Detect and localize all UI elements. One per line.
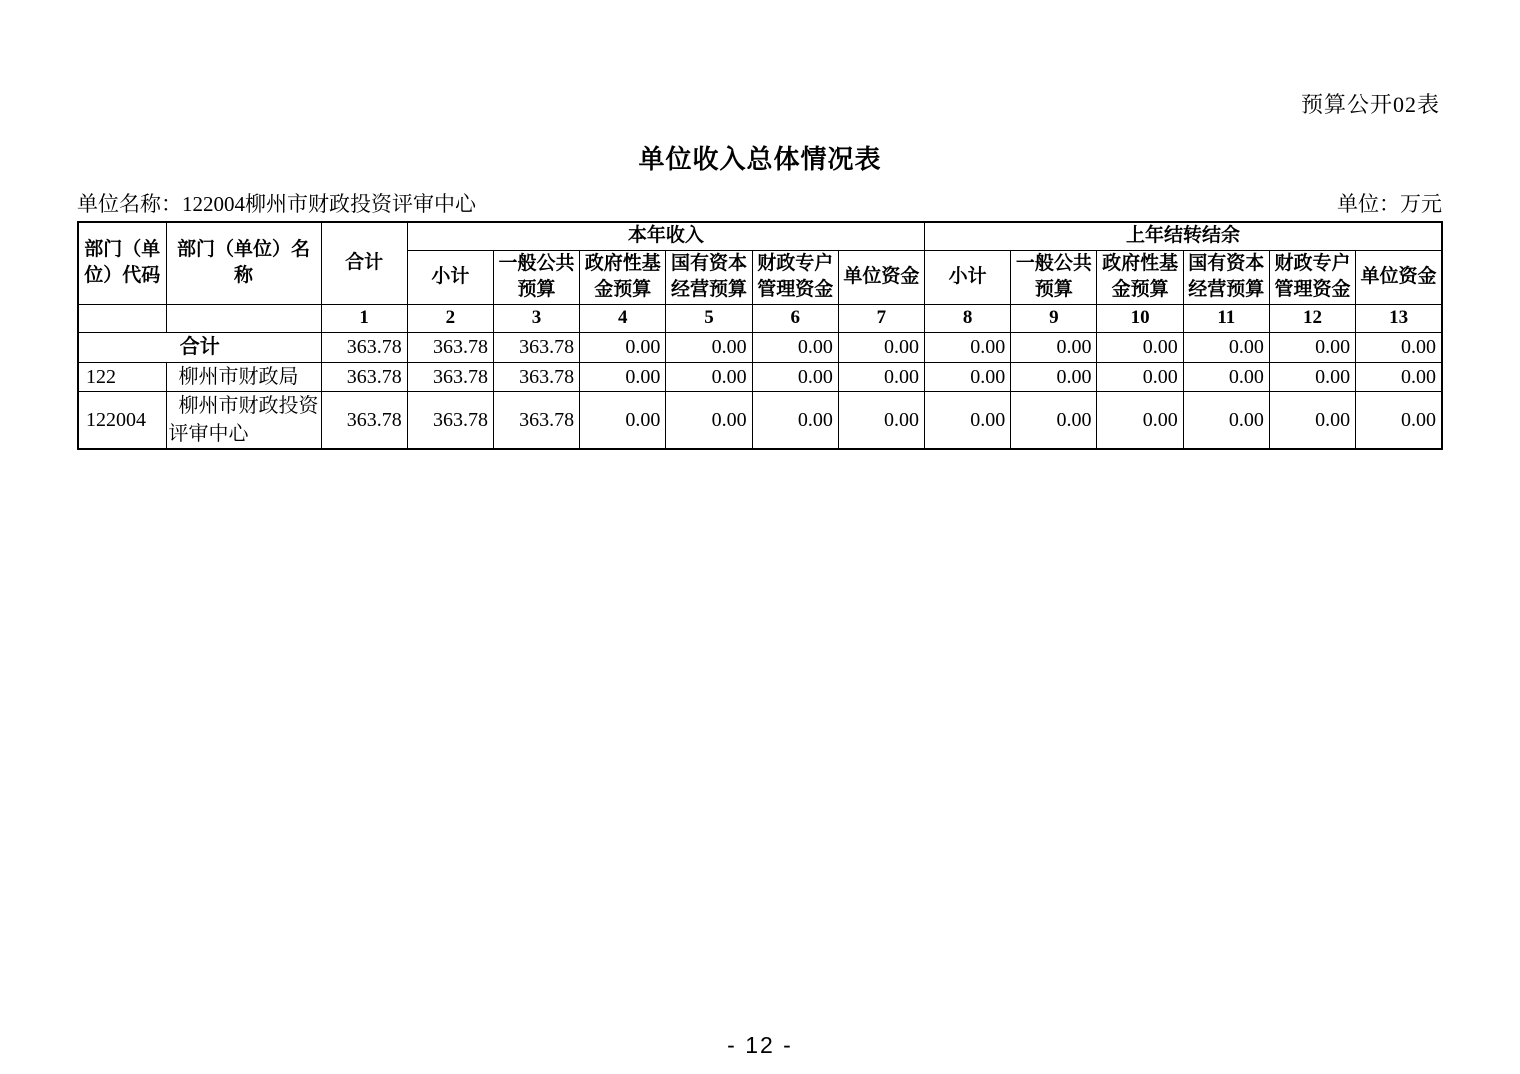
col-number-1: 1	[321, 304, 407, 332]
col-number-13: 13	[1356, 304, 1442, 332]
cell-value: 363.78	[407, 391, 493, 449]
page-number: - 12 -	[727, 1032, 793, 1058]
table-row-122	[78, 362, 1442, 391]
header-total: 合计	[321, 222, 407, 304]
header-sub-current-subtotal: 小计	[407, 250, 493, 304]
cell-value: 0.00	[1356, 391, 1442, 449]
cell-value: 0.00	[1011, 332, 1097, 362]
cell-value: 0.00	[1097, 362, 1183, 391]
cell-value: 363.78	[493, 362, 579, 391]
header-name: 部门（单位）名称	[166, 222, 321, 304]
cell-value: 0.00	[1183, 332, 1269, 362]
cell-value: 0.00	[838, 391, 924, 449]
meta-row	[77, 188, 1442, 218]
income-table	[77, 221, 1443, 450]
col-number-7: 7	[838, 304, 924, 332]
cell-value: 363.78	[407, 362, 493, 391]
cell-value: 0.00	[666, 332, 752, 362]
cell-value: 0.00	[1183, 362, 1269, 391]
col-number-11: 11	[1183, 304, 1269, 332]
header-sub-current-gov-fund: 政府性基金预算	[580, 250, 666, 304]
unit-name: 单位名称：122004柳州市财政投资评审中心	[77, 192, 476, 216]
cell-value: 0.00	[1356, 332, 1442, 362]
cell-value: 0.00	[1011, 391, 1097, 449]
col-number-4: 4	[580, 304, 666, 332]
cell-code: 122	[78, 362, 166, 391]
header-code: 部门（单位）代码	[78, 222, 166, 304]
cell-value: 363.78	[493, 391, 579, 449]
cell-value: 0.00	[1011, 362, 1097, 391]
header-group-current-year: 本年收入	[407, 222, 924, 250]
cell-value: 363.78	[407, 332, 493, 362]
cell-value: 0.00	[1356, 362, 1442, 391]
header-sub-carryover-public-budget: 一般公共预算	[1011, 250, 1097, 304]
cell-value: 0.00	[1269, 362, 1355, 391]
col-number-3: 3	[493, 304, 579, 332]
cell-value: 0.00	[925, 391, 1011, 449]
cell-value: 363.78	[321, 391, 407, 449]
cell-value: 0.00	[1097, 332, 1183, 362]
cell-name: 柳州市财政投资评审中心	[166, 391, 321, 449]
header-row-column-numbers	[78, 304, 1442, 332]
cell-value: 0.00	[752, 391, 838, 449]
cell-value: 0.00	[580, 391, 666, 449]
header-sub-current-unit-funds: 单位资金	[838, 250, 924, 304]
header-sub-carryover-subtotal: 小计	[925, 250, 1011, 304]
cell-value: 0.00	[752, 332, 838, 362]
header-sub-carryover-gov-fund: 政府性基金预算	[1097, 250, 1183, 304]
page-title: 单位收入总体情况表	[638, 145, 882, 174]
col-number-12: 12	[1269, 304, 1355, 332]
doc-label: 预算公开02表	[1300, 92, 1440, 117]
col-number-10: 10	[1097, 304, 1183, 332]
cell-value: 0.00	[838, 332, 924, 362]
cell-value: 363.78	[321, 332, 407, 362]
col-number-8: 8	[925, 304, 1011, 332]
cell-value: 0.00	[580, 362, 666, 391]
cell-value: 0.00	[1269, 391, 1355, 449]
cell-value: 0.00	[925, 332, 1011, 362]
table-row-122004	[78, 391, 1442, 449]
header-sub-carryover-unit-funds: 单位资金	[1356, 250, 1442, 304]
cell-total-label: 合计	[78, 332, 321, 362]
cell-value: 0.00	[666, 391, 752, 449]
cell-value: 363.78	[493, 332, 579, 362]
header-sub-current-state-capital: 国有资本经营预算	[666, 250, 752, 304]
cell-value: 0.00	[1183, 391, 1269, 449]
cell-value: 0.00	[925, 362, 1011, 391]
col-number-blank-name	[166, 304, 321, 332]
cell-value: 0.00	[838, 362, 924, 391]
cell-code: 122004	[78, 391, 166, 449]
header-sub-current-public-budget: 一般公共预算	[493, 250, 579, 304]
cell-value: 0.00	[580, 332, 666, 362]
col-number-9: 9	[1011, 304, 1097, 332]
cell-value: 363.78	[321, 362, 407, 391]
col-number-6: 6	[752, 304, 838, 332]
table-row-total	[78, 332, 1442, 362]
cell-value: 0.00	[1097, 391, 1183, 449]
header-group-carryover: 上年结转结余	[925, 222, 1442, 250]
header-row-groups	[78, 222, 1442, 250]
col-number-5: 5	[666, 304, 752, 332]
header-sub-carryover-state-capital: 国有资本经营预算	[1183, 250, 1269, 304]
col-number-2: 2	[407, 304, 493, 332]
col-number-blank-code	[78, 304, 166, 332]
header-sub-current-fiscal-account: 财政专户管理资金	[752, 250, 838, 304]
cell-name: 柳州市财政局	[166, 362, 321, 391]
cell-value: 0.00	[1269, 332, 1355, 362]
cell-value: 0.00	[666, 362, 752, 391]
unit-measure: 单位：万元	[1337, 192, 1442, 216]
header-sub-carryover-fiscal-account: 财政专户管理资金	[1269, 250, 1355, 304]
cell-value: 0.00	[752, 362, 838, 391]
